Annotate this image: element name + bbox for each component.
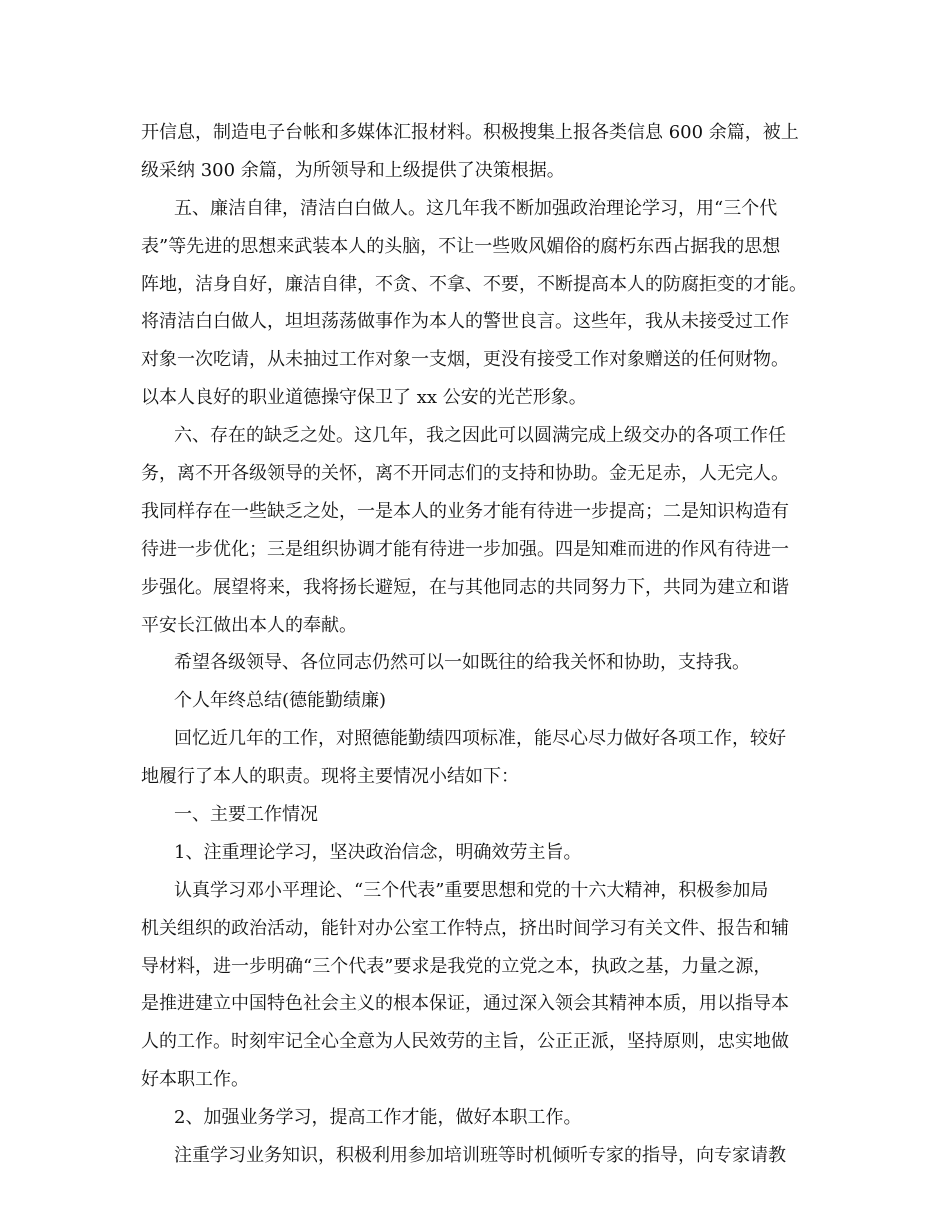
text-line: 步强化。展望将来，我将扬长避短，在与其他同志的共同努力下，共同为建立和谐 (141, 576, 789, 598)
text-line: 开信息，制造电子台帐和多媒体汇报材料。积极搜集上报各类信息 600 余篇，被上 (141, 122, 799, 143)
text-line: 级采纳 300 余篇，为所领导和上级提供了决策根据。 (141, 159, 565, 181)
text-line: 是推进建立中国特色社会主义的根本保证，通过深入领会其精神本质，用以指导本 (141, 993, 789, 1015)
text-line: 人的工作。时刻牢记全心全意为人民效劳的主旨，公正正派，坚持原则，忠实地做 (141, 1031, 789, 1053)
text-line: 平安长江做出本人的奉献。 (141, 614, 357, 636)
text-line: 将清洁白白做人，坦坦荡荡做事作为本人的警世良言。这些年，我从未接受过工作 (141, 311, 789, 333)
text-line: 六、存在的缺乏之处。这几年，我之因此可以圆满完成上级交办的各项工作任 (174, 425, 786, 447)
text-line: 我同样存在一些缺乏之处，一是本人的业务才能有待进一步提高；二是知识构造有 (141, 500, 789, 522)
text-line: 导材料，进一步明确“三个代表”要求是我党的立党之本，执政之基，力量之源， (141, 955, 772, 977)
text-line: 五、廉洁自律，清洁白白做人。这几年我不断加强政治理论学习，用“三个代 (174, 197, 778, 219)
text-line: 对象一次吃请，从未抽过工作对象一支烟，更没有接受工作对象赠送的任何财物。 (141, 349, 789, 371)
text-line: 待进一步优化；三是组织协调才能有待进一步加强。四是知难而进的作风有待进一 (141, 538, 789, 560)
document-body (141, 114, 817, 1175)
text-line: 以本人良好的职业道德操守保卫了 xx 公安的光芒形象。 (141, 387, 587, 409)
text-line: 表”等先进的思想来武装本人的头脑，不让一些败风媚俗的腐朽东西占据我的思想 (141, 235, 781, 257)
text-line: 机关组织的政治活动，能针对办公室工作特点，挤出时间学习有关文件、报告和辅 (141, 917, 789, 939)
subsection-heading: 1、注重理论学习，坚决政治信念，明确效劳主旨。 (174, 841, 582, 863)
subsection-heading: 2、加强业务学习，提高工作才能，做好本职工作。 (174, 1107, 582, 1129)
text-line: 好本职工作。 (141, 1069, 249, 1091)
text-line: 阵地，洁身自好，廉洁自律，不贪、不拿、不要，不断提高本人的防腐拒变的才能。 (141, 273, 807, 295)
text-line: 回忆近几年的工作，对照德能勤绩四项标准，能尽心尽力做好各项工作，较好 (174, 728, 786, 750)
text-line: 注重学习业务知识，积极利用参加培训班等时机倾听专家的指导，向专家请教 (174, 1145, 786, 1167)
section-heading: 一、主要工作情况 (174, 804, 318, 826)
text-line: 地履行了本人的职责。现将主要情况小结如下： (141, 766, 519, 788)
text-line: 务，离不开各级领导的关怀，离不开同志们的支持和协助。金无足赤，人无完人。 (141, 463, 789, 485)
section-heading: 个人年终总结(德能勤绩廉) (174, 690, 387, 712)
text-line: 希望各级领导、各位同志仍然可以一如既往的给我关怀和协助，支持我。 (174, 652, 750, 674)
text-line: 认真学习邓小平理论、“三个代表”重要思想和党的十六大精神，积极参加局 (174, 879, 769, 901)
